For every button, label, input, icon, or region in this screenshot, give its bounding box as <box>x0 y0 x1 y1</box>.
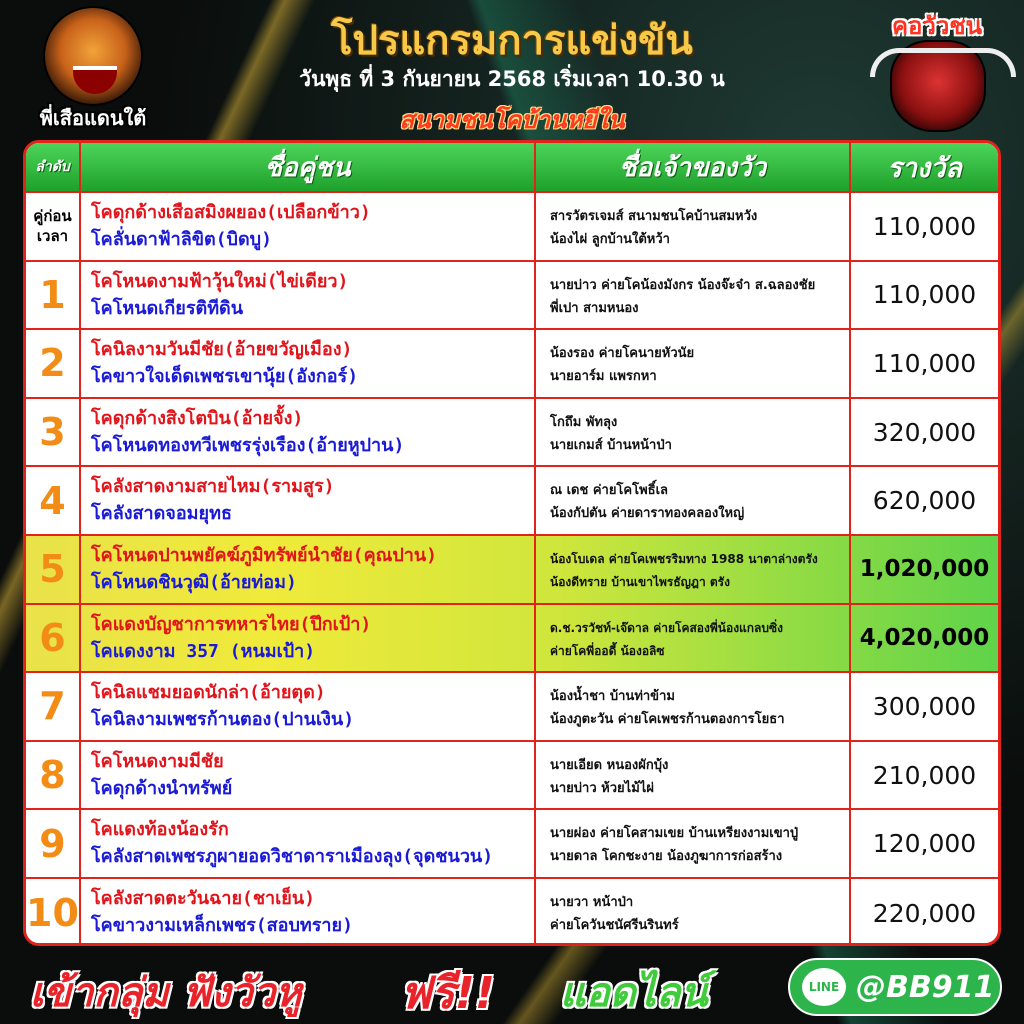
bull-red-corner: โคลังสาดงามสายไหม(รามสูร) <box>91 476 335 498</box>
table-row <box>26 742 998 811</box>
line-icon: LINE <box>802 968 846 1006</box>
header-match: ชื่อคู่ชน <box>81 143 536 191</box>
owner-blue-corner: น้องดีทราย บ้านเขาไพรธัญฎา ตรัง <box>550 574 730 589</box>
table-row <box>26 330 998 399</box>
match-number: คู่ก่อนเวลา <box>26 193 81 260</box>
table-row <box>26 399 998 468</box>
free-text: ฟรี!! <box>400 968 495 1019</box>
prize-amount: 620,000 <box>872 486 977 516</box>
bull-blue-corner: โคลังสาดจอมยุทธ <box>91 503 232 525</box>
table-row <box>26 193 998 262</box>
prize-amount: 4,020,000 <box>859 624 990 651</box>
date-subtitle: วันพุธ ที่ 3 กันยายน 2568 เริ่มเวลา 10.30 น <box>299 67 725 91</box>
table-row <box>26 810 998 879</box>
bull-red-corner: โคลังสาดตะวันฉาย(ชาเย็น) <box>91 887 315 909</box>
owner-red-corner: น้องรอง ค่ายโคนายหัวนัย <box>550 346 695 362</box>
table-row <box>26 879 998 946</box>
match-number: 7 <box>26 673 81 740</box>
bull-blue-corner: โคขาวใจเด็ดเพชรเขานุ้ย(อังกอร์) <box>91 366 359 388</box>
owner-red-corner: นายวา หน้าป่า <box>550 894 634 910</box>
prize-amount: 1,020,000 <box>859 556 990 583</box>
join-group-text: เข้ากลุ่ม ฟังวัวหู <box>30 970 302 1016</box>
match-number: 3 <box>26 399 81 466</box>
table-row <box>26 605 998 674</box>
footer-banner <box>0 950 1024 1024</box>
prize-amount: 110,000 <box>872 211 977 241</box>
owner-cell <box>536 605 851 672</box>
owner-blue-corner: นายบ่าว ห้วยไม้ไผ่ <box>550 780 654 796</box>
header <box>0 0 1024 140</box>
prize-amount: 300,000 <box>872 691 977 721</box>
owner-red-corner: สารวัตรเจมส์ สนามชนโคบ้านสมหวัง <box>550 209 758 224</box>
owner-red-corner: นายผ่อง ค่ายโคสามเขย บ้านเหรียงงามเขาปู่ <box>550 826 799 842</box>
match-cell <box>81 536 536 603</box>
bull-red-corner: โคนิลแชมยอดนักล่า(อ้ายตุด) <box>91 682 326 704</box>
bull-blue-corner: โคนิลงามเพชรก้านตอง(ปานเงิน) <box>91 709 355 731</box>
match-cell <box>81 262 536 329</box>
owner-red-corner: นายเอียด หนองผักบุ้ง <box>550 757 669 773</box>
match-number: 4 <box>26 467 81 534</box>
table-row <box>26 262 998 331</box>
match-number: 6 <box>26 605 81 672</box>
line-contact-button[interactable] <box>788 958 1002 1016</box>
prize-amount: 110,000 <box>872 280 977 310</box>
match-cell <box>81 399 536 466</box>
line-id: @BB911 <box>856 969 995 1005</box>
owner-red-corner: ด.ช.วรวัชท์-เจ๊ดาล ค่ายโคสองพี่น้องแกลบซิ่ง <box>550 620 784 635</box>
bull-red-corner: โคแดงบัญชาการทหารไทย(ปึกเป้า) <box>91 613 372 635</box>
owner-red-corner: โกถึม พัทลุง <box>550 414 618 430</box>
match-cell <box>81 605 536 672</box>
match-number: 5 <box>26 536 81 603</box>
owner-blue-corner: นายดาล โคกชะงาย น้องภูฆาการก่อสร้าง <box>550 849 783 865</box>
owner-cell <box>536 673 851 740</box>
bull-blue-corner: โคขาวงามเหล็กเพชร(สอบทราย) <box>91 914 353 936</box>
bull-red-corner: โคดุกด้างเสือสมิงผยอง(เปลือกข้าว) <box>91 202 371 223</box>
table-header <box>26 143 998 193</box>
owner-blue-corner: ค่ายโคพี่ออดี้ น้องอลิซ <box>550 643 665 658</box>
match-number: 1 <box>26 262 81 329</box>
add-line-text: แอดไลน์ <box>560 970 708 1016</box>
owner-cell <box>536 467 851 534</box>
table-row <box>26 467 998 536</box>
match-cell <box>81 467 536 534</box>
match-cell <box>81 810 536 877</box>
owner-blue-corner: นายอาร์ม แพรกหา <box>550 369 657 385</box>
owner-cell <box>536 742 851 809</box>
match-number: 10 <box>26 879 81 946</box>
owner-cell <box>536 330 851 397</box>
owner-blue-corner: พี่เปา สามหนอง <box>550 300 639 316</box>
prize-amount: 120,000 <box>872 829 977 859</box>
match-cell <box>81 193 536 260</box>
bull-blue-corner: โคลั่นดาฟ้าลิขิต(บิดบู) <box>91 229 272 250</box>
bull-red-corner: โคนิลงามวันมีชัย(อ้ายขวัญเมือง) <box>91 339 353 361</box>
bull-blue-corner: โคดุกด้างนำทรัพย์ <box>91 777 233 799</box>
owner-blue-corner: น้องไผ่ ลูกบ้านใต้หว้า <box>550 232 670 247</box>
owner-blue-corner: นายเกมส์ บ้านหน้าป่า <box>550 437 672 453</box>
bull-icon <box>890 40 986 132</box>
owner-cell <box>536 536 851 603</box>
owner-blue-corner: น้องกัปตัน ค่ายดาราทองคลองใหญ่ <box>550 506 745 522</box>
right-logo <box>862 6 1012 136</box>
bull-red-corner: โคโหนดปานพยัคฆ์ภูมิทรัพย์นำชัย(คุณปาน) <box>91 544 437 566</box>
owner-red-corner: น้องโบเดล ค่ายโคเพชรริมทาง 1988 นาตาล่างตรัง <box>550 551 818 566</box>
match-cell <box>81 330 536 397</box>
bull-blue-corner: โคลังสาดเพชรภูผายอดวิชาดาราเมืองลุง(จุดชนวน) <box>91 846 494 868</box>
right-logo-text: คอวัวชน <box>891 12 983 40</box>
fight-table <box>23 140 1001 946</box>
owner-cell <box>536 262 851 329</box>
owner-cell <box>536 879 851 946</box>
match-cell <box>81 879 536 946</box>
bull-blue-corner: โคโหนดทองทวีเพชรรุ่งเรือง(อ้ายหูปาน) <box>91 434 405 456</box>
header-prize: รางวัล <box>887 152 962 184</box>
prize-amount: 110,000 <box>872 348 977 378</box>
match-cell <box>81 742 536 809</box>
bull-red-corner: โคแดงท้องน้องรัก <box>91 819 229 841</box>
bull-red-corner: โคโหนดงามมีชัย <box>91 750 224 772</box>
left-logo-text: พี่เสือแดนใต้ <box>39 106 147 130</box>
owner-cell <box>536 399 851 466</box>
owner-red-corner: น้องน้ำชา บ้านท่าข้าม <box>550 689 675 705</box>
bull-red-corner: โคดุกด้างสิงโตบิน(อ้ายจั้ง) <box>91 407 304 429</box>
match-cell <box>81 673 536 740</box>
owner-cell <box>536 193 851 260</box>
bull-blue-corner: โคแดงงาม 357 (หนมเป้า) <box>91 640 316 662</box>
bull-blue-corner: โคโหนดชินวุฒิ(อ้ายท่อม) <box>91 571 297 593</box>
match-number: 2 <box>26 330 81 397</box>
owner-red-corner: ณ เดช ค่ายโคโพธิ์เล <box>550 483 669 499</box>
owner-red-corner: นายบ่าว ค่ายโคน้องมังกร น้องจ๊ะจ๋า ส.ฉลองชัย <box>550 277 816 293</box>
owner-cell <box>536 810 851 877</box>
page-title: โปรแกรมการแข่งขัน <box>331 18 693 64</box>
prize-amount: 320,000 <box>872 417 977 447</box>
bull-blue-corner: โคโหนดเกียรติทีดิน <box>91 297 244 319</box>
match-number: 9 <box>26 810 81 877</box>
match-number: 8 <box>26 742 81 809</box>
table-row <box>26 673 998 742</box>
prize-amount: 210,000 <box>872 760 977 790</box>
header-no: ลำดับ <box>26 143 81 191</box>
venue-name: สนามชนโคบ้านหยีใน <box>399 106 625 134</box>
header-owner: ชื่อเจ้าของวัว <box>536 143 851 191</box>
prize-amount: 220,000 <box>872 898 977 928</box>
owner-blue-corner: น้องภูตะวัน ค่ายโคเพชรก้านตองการโยธา <box>550 712 785 728</box>
bull-red-corner: โคโหนดงามฟ้าวุ้นใหม่(ไข่เดียว) <box>91 270 349 292</box>
table-row <box>26 536 998 605</box>
table-body <box>26 193 998 946</box>
owner-blue-corner: ค่ายโควันชนัศรีนรินทร์ <box>550 917 679 933</box>
